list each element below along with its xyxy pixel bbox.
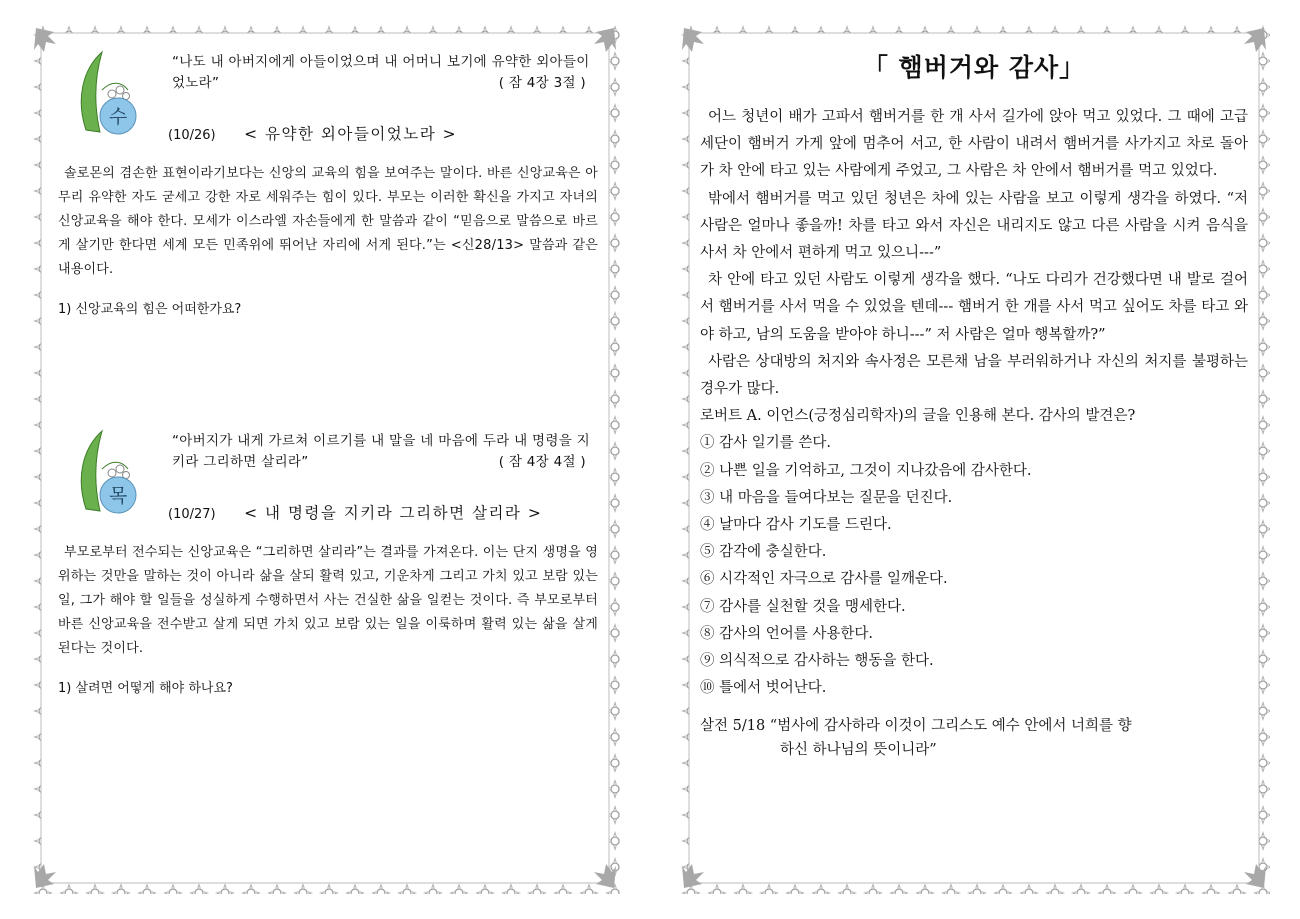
article-paragraph: 로버트 A. 이언스(긍정심리학자)의 글을 인용해 본다. 감사의 발견은? (700, 408, 1136, 425)
verse-text (172, 52, 600, 94)
verse-quote: “나도 내 아버지에게 아들이었으며 내 어머니 보기에 유약한 외아들이었노라” (172, 54, 590, 91)
devotion-2-header (58, 429, 598, 535)
devotion-title: < 내 명령을 지키라 그리하면 살리라 > (244, 504, 543, 522)
list-item: ⑧ 감사의 언어를 사용한다. (700, 625, 874, 642)
right-page (678, 22, 1270, 894)
verse-reference: ( 잠 4장 3절 ) (498, 75, 586, 91)
verse-quote: “아버지가 내게 가르쳐 이르기를 내 말을 네 마음에 두라 내 명령을 지키라 그리하면 살리라” (172, 433, 591, 470)
article-paragraph: 차 안에 타고 있던 사람도 이렇게 생각을 했다. “나도 다리가 건강했다면 내 발로 걸어서 햄버거를 사서 먹을 수 있었을 텐데--- 햄버거 한 개를 사서 먹고 싶어도 차를 타고 와야 하고, 남의 도움을 받아야 하니---” 저 사람은 얼마 행복할까?” (700, 272, 1248, 343)
devotion-1-header (58, 50, 598, 156)
spacer (58, 317, 598, 429)
verse-reference: ( 잠 4장 4절 ) (498, 454, 586, 470)
list-item: ① 감사 일기를 쓴다. (700, 435, 831, 452)
lily-of-the-valley-icon (68, 50, 138, 142)
day-badge-text: 목 (108, 485, 128, 507)
article-paragraph: 사람은 상대방의 처지와 속사정은 모른채 남을 부러워하거나 자신의 처지를 불평하는 경우가 많다. (700, 353, 1248, 398)
article-paragraph: 밖에서 햄버거를 먹고 있던 청년은 차에 있는 사람을 보고 이렇게 생각을 하였다. “저 사람은 얼마나 좋을까! 차를 타고 와서 자신은 내리지도 않고 다른 사람을 시켜 음식을 사서 차 안에서 편하게 먹고 있으니---” (700, 190, 1248, 262)
list-item: ⑤ 감각에 충실한다. (700, 544, 827, 561)
devotion-paragraph: 부모로부터 전수되는 신앙교육은 “그리하면 살리라”는 결과를 가져온다. 이는 단지 생명을 영위하는 것만을 말하는 것이 아니라 삶을 살되 활력 있고, 기운차게 그리고 가치 있고 보람 있는 일, 그가 해야 할 일들을 성실하게 수행하면서 사는 건실한 삶을 일컫는 것이다. 즉 부모로부터 바른 신앙교육을 전수받고 살게 되면 가치 있고 보람 있는 일을 이룩하며 활력 있는 삶을 살게 된다는 것이다. (58, 545, 598, 656)
day-badge-text: 수 (108, 106, 128, 128)
list-item: ⑨ 의식적으로 감사하는 행동을 한다. (700, 653, 934, 670)
list-item: ⑦ 감사를 실천할 것을 맹세한다. (700, 598, 906, 615)
devotion-question: 1) 신앙교육의 힘은 어떠한가요? (58, 302, 242, 317)
list-item: ④ 날마다 감사 기도를 드린다. (700, 517, 892, 534)
devotion-heading (168, 501, 608, 523)
right-content (700, 46, 1248, 762)
closing-verse-line-1: 살전 5/18 “범사에 감사하라 이것이 그리스도 예수 안에서 너희를 향 (700, 718, 1132, 735)
list-item: ⑥ 시각적인 자극으로 감사를 일깨운다. (700, 571, 948, 588)
devotion-date: (10/26) (168, 128, 216, 143)
verse-text (172, 431, 600, 473)
list-item: ③ 내 마음을 들여다보는 질문을 던진다. (700, 489, 953, 506)
article-paragraph: 어느 청년이 배가 고파서 햄버거를 한 개 사서 길가에 앉아 먹고 있었다. 그 때에 고급 세단이 햄버거 가게 앞에 멈추어 서고, 한 사람이 내려서 햄버거를 사가지고 차로 돌아가 차 안에 타고 있는 사람에게 주었고, 그 사람은 차 안에서 햄버거를 먹고 있었다. (700, 109, 1248, 180)
list-item: ② 나쁜 일을 기억하고, 그것이 지나갔음에 감사한다. (700, 462, 1032, 479)
closing-verse-line-2: 하신 하나님의 뜻이니라” (780, 742, 937, 759)
devotion-title: < 유약한 외아들이었노라 > (244, 125, 458, 143)
gratitude-list (700, 430, 1248, 702)
devotion-paragraph: 솔로몬의 겸손한 표현이라기보다는 신앙의 교육의 힘을 보여주는 말이다. 바른 신앙교육은 아무리 유약한 자도 굳세고 강한 자로 세워주는 힘이 있다. 부모는 이러한 확신을 가지고 자녀의 신앙교육을 해야 한다. 모세가 이스라엘 자손들에게 한 말씀과 같이 “믿음으로 말씀으로 바르게 살기만 한다면 세계 모든 민족위에 뛰어난 자리에 서게 된다.”는 <신28/13> 말씀과 같은 내용이다. (58, 166, 598, 277)
lily-of-the-valley-icon (68, 429, 138, 521)
list-item: ⑩ 틀에서 벗어난다. (700, 680, 827, 697)
devotion-date: (10/27) (168, 507, 216, 522)
closing-verse (700, 714, 1248, 762)
left-page (30, 22, 620, 894)
article-title: 「 햄버거와 감사」 (862, 53, 1086, 82)
devotion-question: 1) 살려면 어떻게 해야 하나요? (58, 681, 233, 696)
devotion-heading (168, 122, 608, 144)
left-content (58, 50, 598, 696)
article-body (700, 104, 1248, 430)
